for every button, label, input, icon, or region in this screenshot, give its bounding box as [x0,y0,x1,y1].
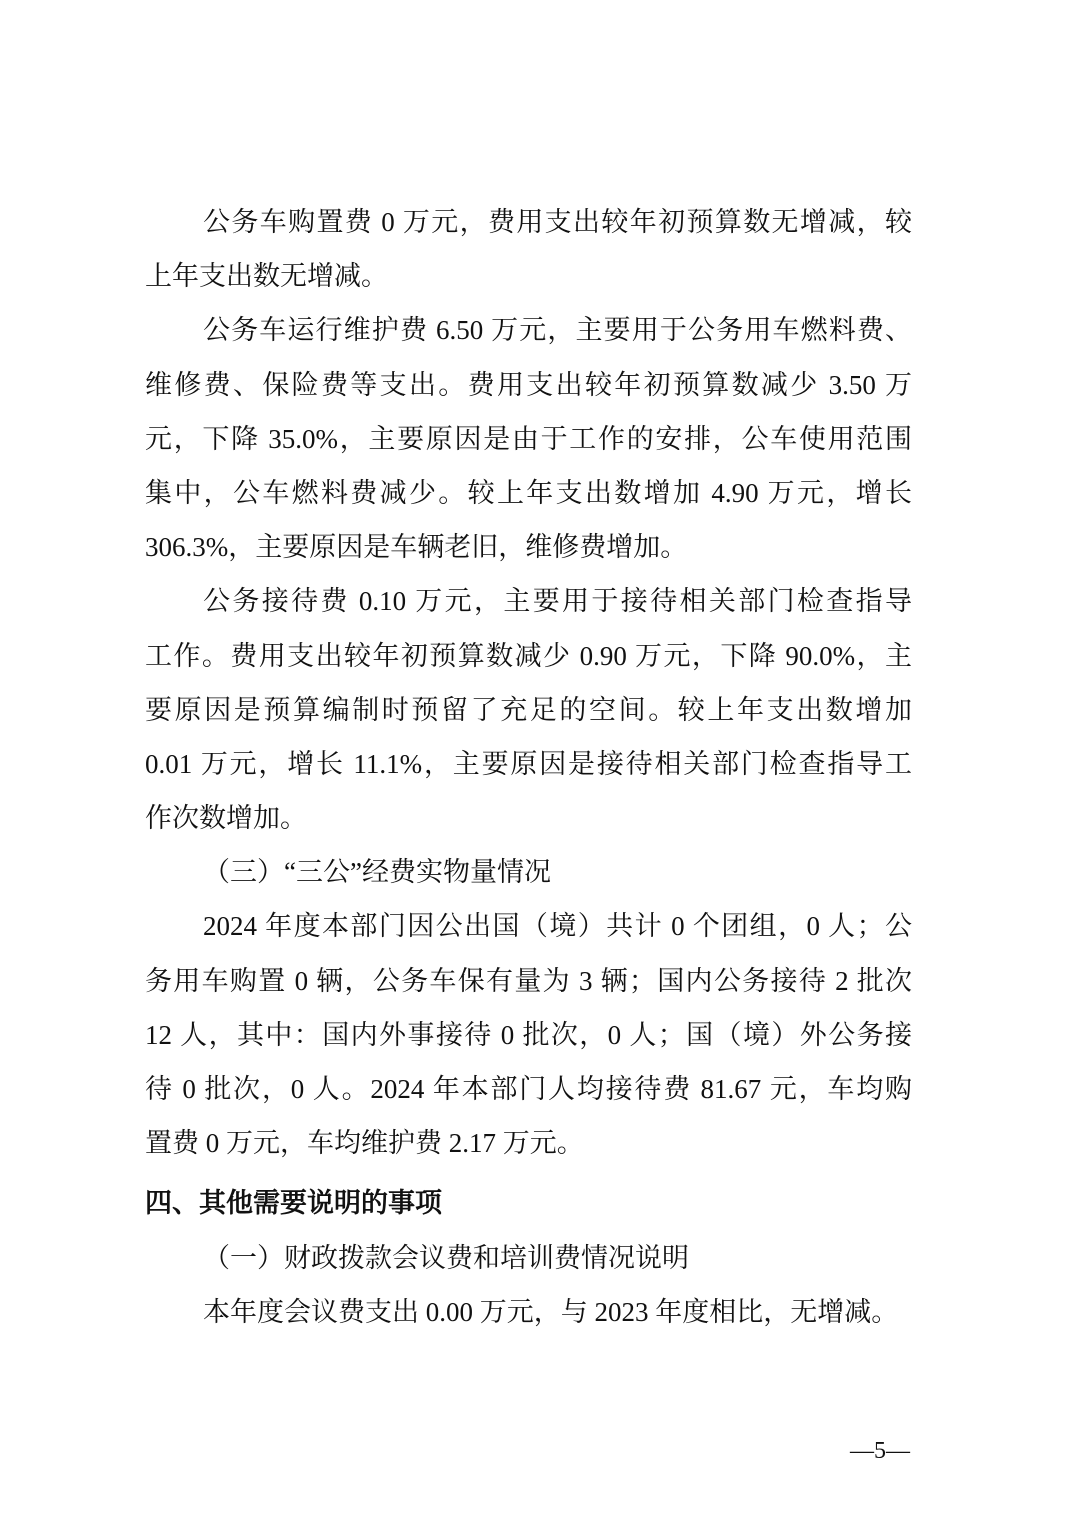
paragraph-vehicle-maintenance [145,303,912,574]
text-line: 置费 0 万元，车均维护费 2.17 万元。 [145,1128,584,1159]
text-line: 元，下降 35.0%，主要原因是由于工作的安排，公车使用范围 [145,423,912,454]
text-line: 0.01 万元，增长 11.1%，主要原因是接待相关部门检查指导工 [145,748,912,779]
subheading-three-public-physical: （三）“三公”经费实物量情况 [203,857,551,888]
subheading-meeting-training: （一）财政拨款会议费和培训费情况说明 [203,1242,689,1273]
text-line: 2024 年度本部门因公出国（境）共计 0 个团组，0 人；公 [203,911,912,942]
paragraph-meeting-fee: 本年度会议费支出 0.00 万元，与 2023 年度相比，无增减。 [203,1296,899,1327]
text-line: 务用车购置 0 辆，公务车保有量为 3 辆；国内公务接待 2 批次 [145,965,912,996]
paragraph-physical-quantity [145,899,912,1170]
document-body [145,195,912,1339]
section-heading: 四、其他需要说明的事项 [145,1188,442,1219]
text-line: 12 人，其中：国内外事接待 0 批次，0 人；国（境）外公务接 [145,1019,912,1050]
text-line: 作次数增加。 [145,803,307,834]
text-line: 待 0 批次，0 人。2024 年本部门人均接待费 81.67 元，车均购 [145,1074,912,1104]
page-number: —5— [850,1438,910,1464]
text-line: 要原因是预算编制时预留了充足的空间。较上年支出数增加 [145,694,912,725]
paragraph-vehicle-purchase [145,195,912,303]
text-line: 公务接待费 0.10 万元，主要用于接待相关部门检查指导 [203,586,912,617]
text-line: 公务车运行维护费 6.50 万元，主要用于公务用车燃料费、 [203,315,912,346]
text-line: 公务车购置费 0 万元，费用支出较年初预算数无增减，较 [203,207,912,237]
text-line: 维修费、保险费等支出。费用支出较年初预算数减少 3.50 万 [145,369,912,400]
text-line: 上年支出数无增减。 [145,261,388,292]
paragraph-reception [145,574,912,845]
text-line: 306.3%，主要原因是车辆老旧，维修费增加。 [145,532,688,563]
text-line: 工作。费用支出较年初预算数减少 0.90 万元，下降 90.0%，主 [145,640,912,671]
text-line: 集中，公车燃料费减少。较上年支出数增加 4.90 万元，增长 [145,477,912,508]
